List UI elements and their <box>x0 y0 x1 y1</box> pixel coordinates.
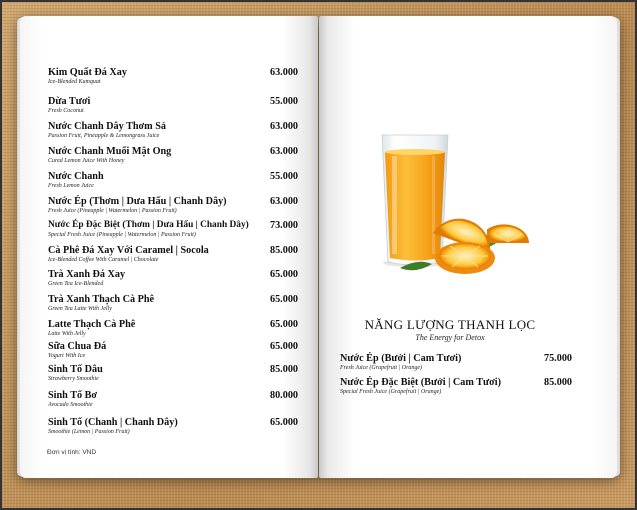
item-name: Sinh Tố Bơ <box>48 390 98 401</box>
item-name: Nước Chanh Muối Mật Ong <box>48 146 172 157</box>
item-name: Sinh Tố (Chanh | Chanh Dây) <box>48 417 178 428</box>
item-name: Latte Thạch Cà Phê <box>48 319 136 330</box>
item-price: 55.000 <box>269 171 298 182</box>
item-name: Cà Phê Đá Xay Với Caramel | Socola <box>48 245 209 256</box>
item-description: Strawberry Smoothie <box>48 376 99 382</box>
item-name: Nước Ép (Bưởi | Cam Tươi) <box>340 353 462 364</box>
item-price: 65.000 <box>269 341 298 352</box>
item-name: Kim Quất Đá Xay <box>48 67 127 78</box>
item-name: Nước Ép (Thơm | Dưa Hấu | Chanh Dây) <box>48 196 227 207</box>
section-title: NĂNG LƯỢNG THANH LỌC <box>364 317 536 332</box>
item-description: Green Tea Latte With Jelly <box>48 306 112 312</box>
item-description: Ice-Blended Coffee With Caramel | Chocolate <box>48 257 159 263</box>
item-description: Cured Lemon Juice With Honey <box>48 158 125 164</box>
item-price: 85.000 <box>543 377 572 388</box>
item-price: 80.000 <box>269 390 298 401</box>
item-description: Smoothie (Lemon | Passion Fruit) <box>48 429 130 435</box>
item-description: Fresh Lemon Juice <box>48 183 94 189</box>
item-description: Yogurt With Ice <box>48 353 86 359</box>
item-name: Nước Ép Đặc Biệt (Thơm | Dưa Hấu | Chanh Dây) <box>48 220 249 230</box>
item-price: 65.000 <box>269 294 298 305</box>
item-name: Nước Chanh <box>48 171 104 182</box>
item-description: Green Tea Ice-Blended <box>48 281 104 287</box>
item-description: Fresh Juice (Grapefruit | Orange) <box>340 365 423 371</box>
item-description: Avocado Smoothie <box>48 402 93 408</box>
item-price: 65.000 <box>269 319 298 330</box>
item-price: 75.000 <box>543 353 572 364</box>
section-subtitle: The Energy for Detox <box>415 333 485 342</box>
item-description: Latte With Jelly <box>48 331 86 337</box>
currency-unit-note: Đơn vị tính: VND <box>47 449 97 456</box>
item-name: Nước Chanh Dây Thơm Sả <box>48 121 166 132</box>
item-price: 85.000 <box>269 364 298 375</box>
item-description: Ice-Blended Kumquat <box>48 79 101 85</box>
item-price: 85.000 <box>269 245 298 256</box>
item-name: Dừa Tươi <box>48 96 91 107</box>
item-price: 63.000 <box>269 146 298 157</box>
item-description: Fresh Juice (Pineapple | Watermelon | Passion Fruit) <box>48 208 177 214</box>
item-price: 63.000 <box>269 121 298 132</box>
item-price: 63.000 <box>269 67 298 78</box>
item-price: 63.000 <box>269 196 298 207</box>
orange-juice-illustration <box>370 130 540 290</box>
item-price: 55.000 <box>269 96 298 107</box>
item-name: Nước Ép Đặc Biệt (Bưởi | Cam Tươi) <box>340 377 501 388</box>
item-name: Trà Xanh Đá Xay <box>48 269 126 280</box>
item-name: Trà Xanh Thạch Cà Phê <box>48 294 155 305</box>
item-name: Sinh Tố Dâu <box>48 364 103 375</box>
item-name: Sữa Chua Đá <box>48 341 107 352</box>
item-description: Passion Fruit, Pineapple & Lemongrass Juice <box>48 133 160 139</box>
item-price: 65.000 <box>269 417 298 428</box>
item-description: Fresh Coconut <box>48 108 84 114</box>
item-description: Special Fresh Juice (Grapefruit | Orange) <box>340 389 442 395</box>
item-price: 65.000 <box>269 269 298 280</box>
item-description: Special Fresh Juice (Pineapple | Watermelon | Passion Fruit) <box>48 232 196 238</box>
item-price: 73.000 <box>269 220 298 231</box>
